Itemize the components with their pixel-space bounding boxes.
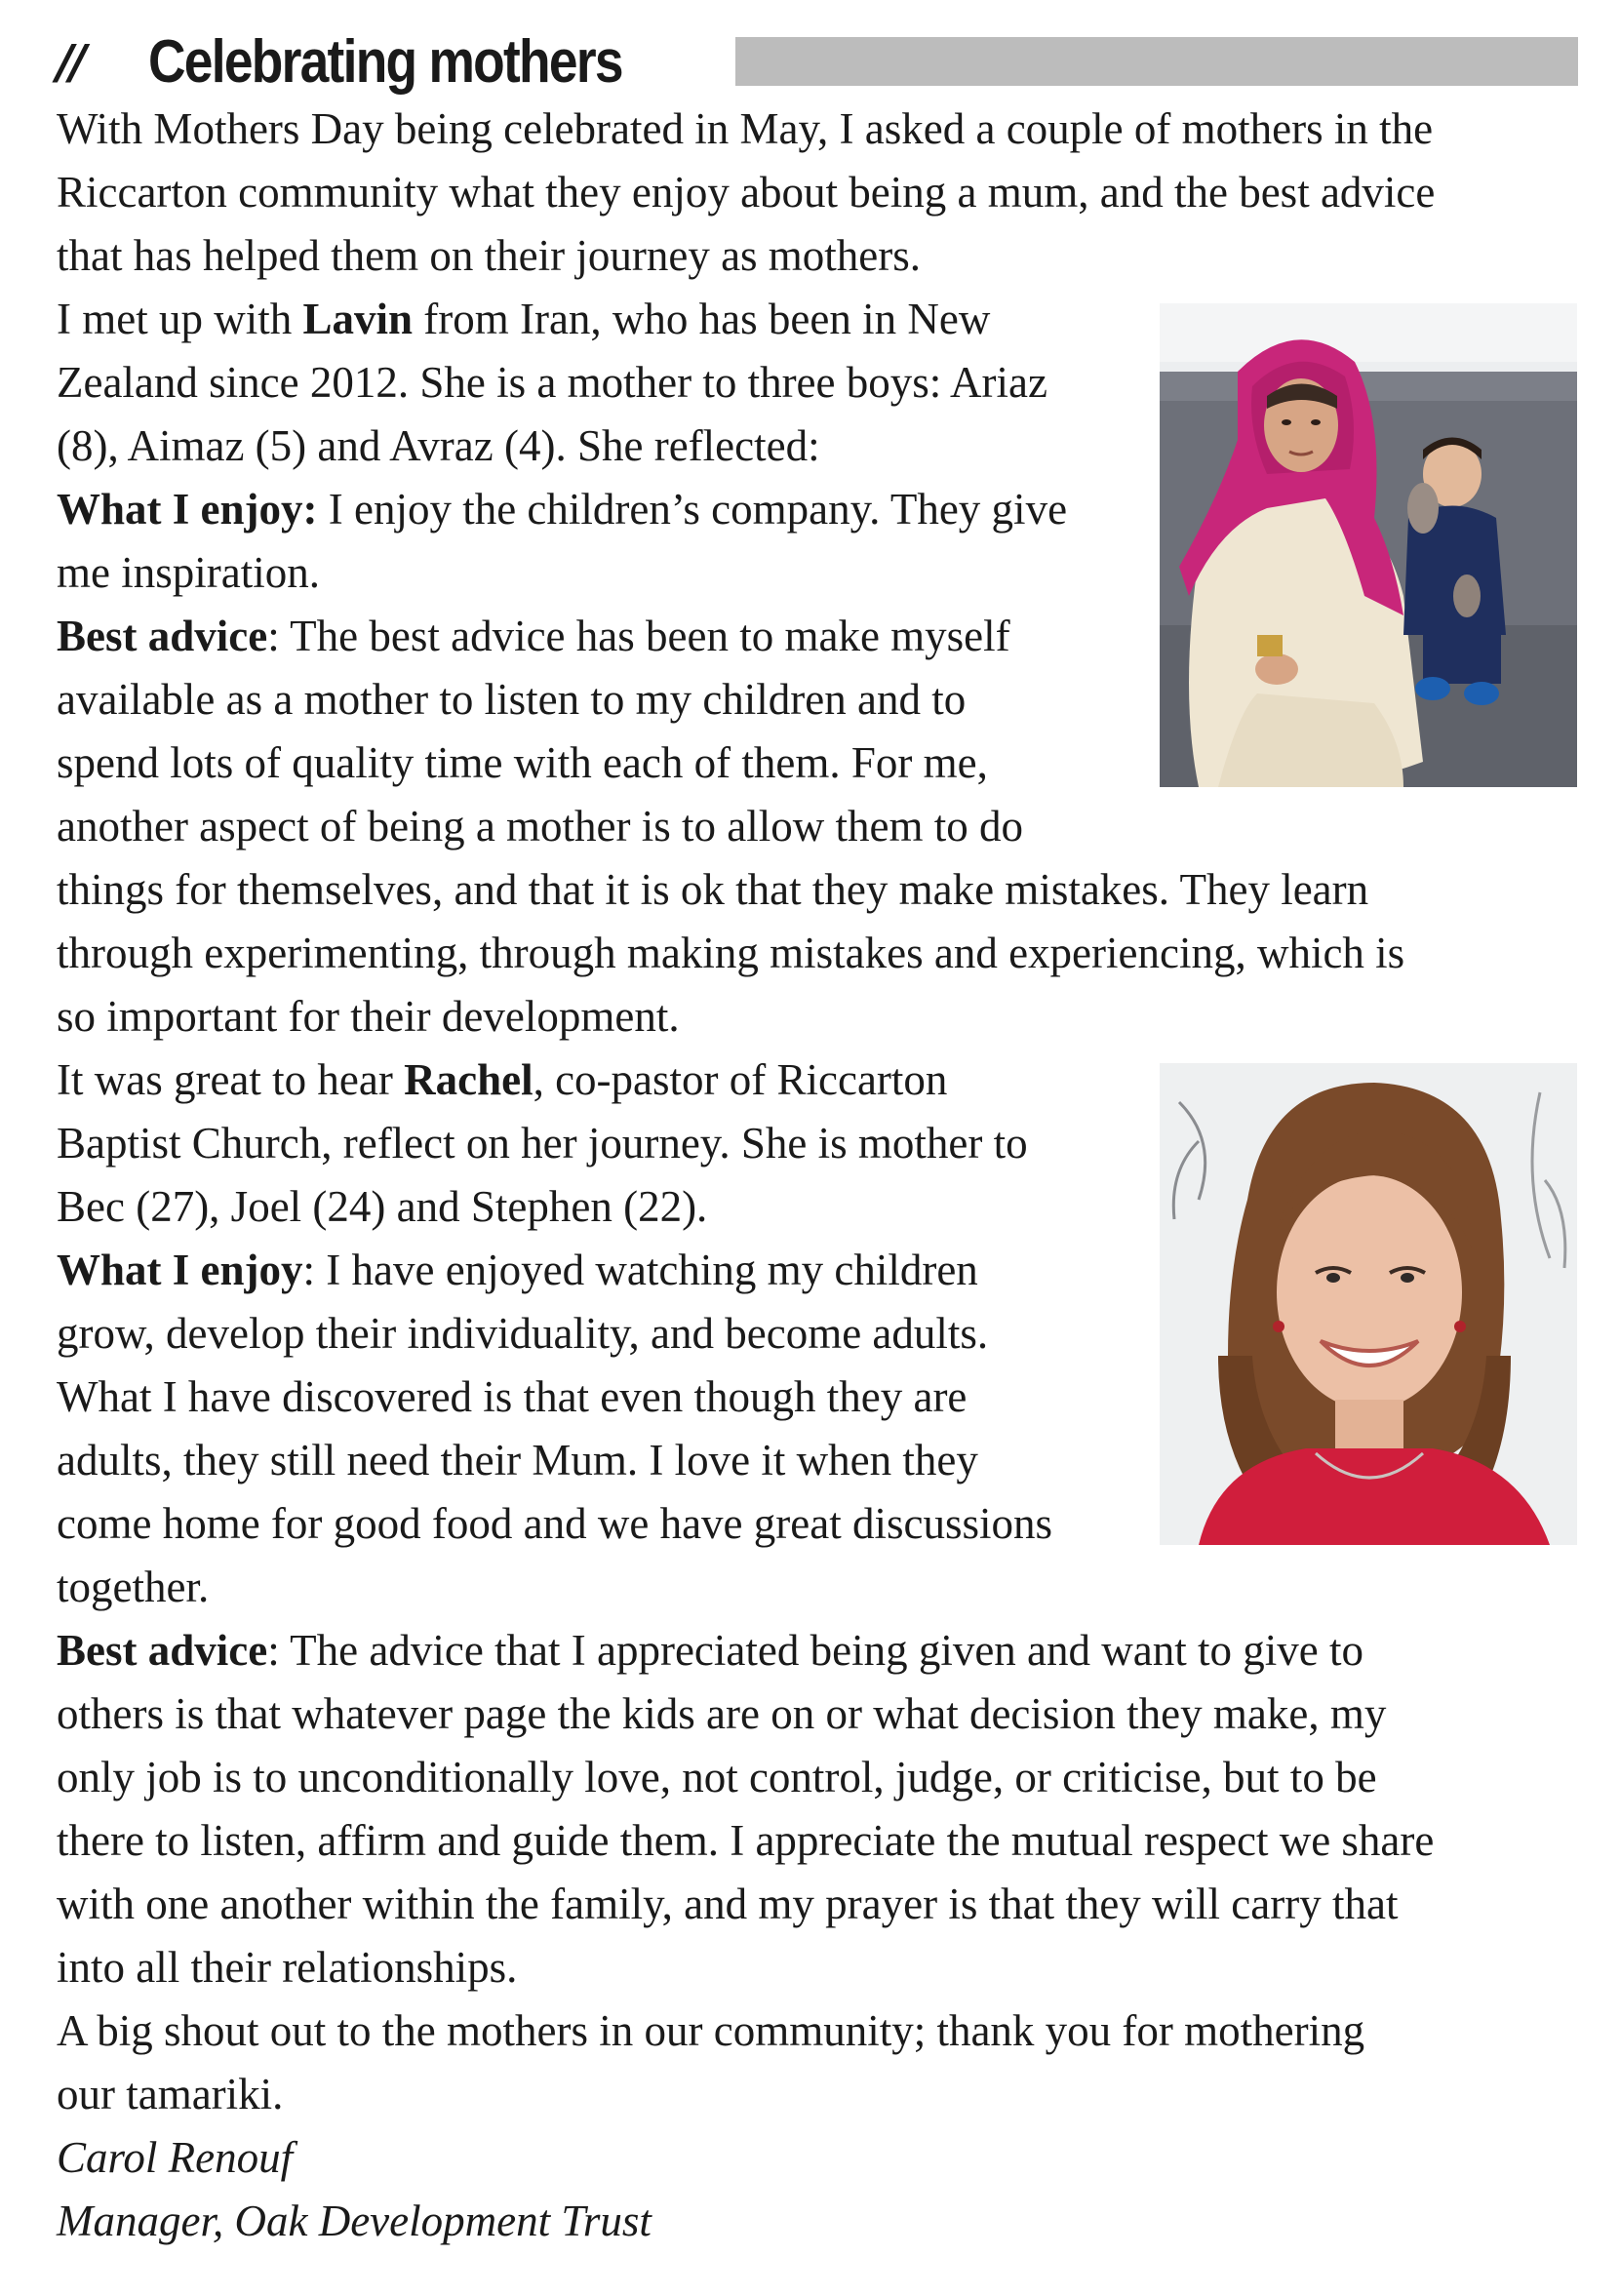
- rachel-intro-line: [57, 1049, 947, 1112]
- signature-name: Carol Renouf: [57, 2133, 294, 2182]
- rachel-enjoy-line: What I have discovered is that even though they are: [57, 1372, 968, 1421]
- lavin-photo: [1160, 303, 1577, 787]
- intro-line: that has helped them on their journey as mothers.: [57, 231, 922, 280]
- lavin-intro-post: from Iran, who has been in New: [413, 295, 991, 343]
- article-header: [57, 27, 1578, 98]
- lavin-intro-line: (8), Aimaz (5) and Avraz (4). She reflected:: [57, 421, 820, 470]
- signature-role: Manager, Oak Development Trust: [57, 2197, 652, 2245]
- lavin-photo-illustration: [1160, 303, 1577, 787]
- rachel-intro-line: Baptist Church, reflect on her journey. She is mother to: [57, 1119, 1028, 1168]
- rachel-enjoy-label: What I enjoy: [57, 1246, 303, 1294]
- lavin-advice-label: Best advice: [57, 612, 268, 660]
- lavin-advice-line: things for themselves, and that it is ok that they make mistakes. They learn: [57, 865, 1369, 914]
- lavin-advice-line: another aspect of being a mother is to allow them to do: [57, 802, 1023, 851]
- rachel-intro-post: , co-pastor of Riccarton: [533, 1055, 948, 1104]
- closing-line: A big shout out to the mothers in our community; thank you for mothering: [57, 2006, 1365, 2055]
- lavin-advice-text: : The best advice has been to make myself: [267, 612, 1010, 660]
- lavin-intro-pre: I met up with: [57, 295, 303, 343]
- lavin-enjoy-label: What I enjoy:: [57, 485, 318, 534]
- page-title: Celebrating mothers: [148, 28, 622, 96]
- closing-line: our tamariki.: [57, 2070, 284, 2118]
- rachel-enjoy-line: grow, develop their individuality, and become adults.: [57, 1309, 989, 1358]
- lavin-advice-line: available as a mother to listen to my children and to: [57, 675, 967, 724]
- lavin-name: Lavin: [302, 295, 414, 343]
- rachel-advice-label: Best advice: [57, 1626, 268, 1675]
- rachel-name: Rachel: [404, 1055, 533, 1104]
- rachel-enjoy-line: [57, 1239, 978, 1302]
- intro-line: Riccarton community what they enjoy about being a mum, and the best advice: [57, 168, 1436, 217]
- rachel-advice-line: others is that whatever page the kids are on or what decision they make, my: [57, 1689, 1387, 1738]
- lavin-enjoy-line: [57, 478, 1067, 541]
- rachel-photo: [1160, 1063, 1577, 1545]
- rachel-intro-pre: It was great to hear: [57, 1055, 405, 1104]
- lavin-enjoy-line: me inspiration.: [57, 548, 320, 597]
- rachel-advice-line: only job is to unconditionally love, not control, judge, or criticise, but to be: [57, 1753, 1377, 1801]
- intro-line: With Mothers Day being celebrated in May, I asked a couple of mothers in the: [57, 104, 1434, 153]
- lavin-advice-line: through experimenting, through making mistakes and experiencing, which is: [57, 929, 1405, 977]
- lavin-intro-line: [57, 288, 990, 351]
- rachel-enjoy-line: together.: [57, 1563, 210, 1611]
- lavin-advice-line: spend lots of quality time with each of them. For me,: [57, 738, 988, 787]
- rachel-advice-line: there to listen, affirm and guide them. I appreciate the mutual respect we share: [57, 1816, 1435, 1865]
- rachel-advice-line: with one another within the family, and my prayer is that they will carry that: [57, 1880, 1399, 1928]
- rachel-advice-line: [57, 1619, 1363, 1682]
- lavin-advice-line: [57, 605, 1010, 668]
- rachel-intro-line: Bec (27), Joel (24) and Stephen (22).: [57, 1182, 708, 1231]
- header-slash-marks: //: [57, 35, 84, 90]
- rachel-enjoy-line: come home for good food and we have great discussions: [57, 1499, 1052, 1548]
- rachel-advice-line: into all their relationships.: [57, 1943, 518, 1992]
- rachel-advice-text: : The advice that I appreciated being given and want to give to: [267, 1626, 1363, 1675]
- rachel-enjoy-text: : I have enjoyed watching my children: [302, 1246, 978, 1294]
- lavin-intro-line: Zealand since 2012. She is a mother to three boys: Ariaz: [57, 358, 1047, 407]
- lavin-enjoy-text: I enjoy the children’s company. They give: [317, 485, 1068, 534]
- header-rule-bar: [735, 37, 1578, 86]
- rachel-photo-illustration: [1160, 1063, 1577, 1545]
- rachel-enjoy-line: adults, they still need their Mum. I love it when they: [57, 1436, 978, 1484]
- lavin-advice-line: so important for their development.: [57, 992, 680, 1041]
